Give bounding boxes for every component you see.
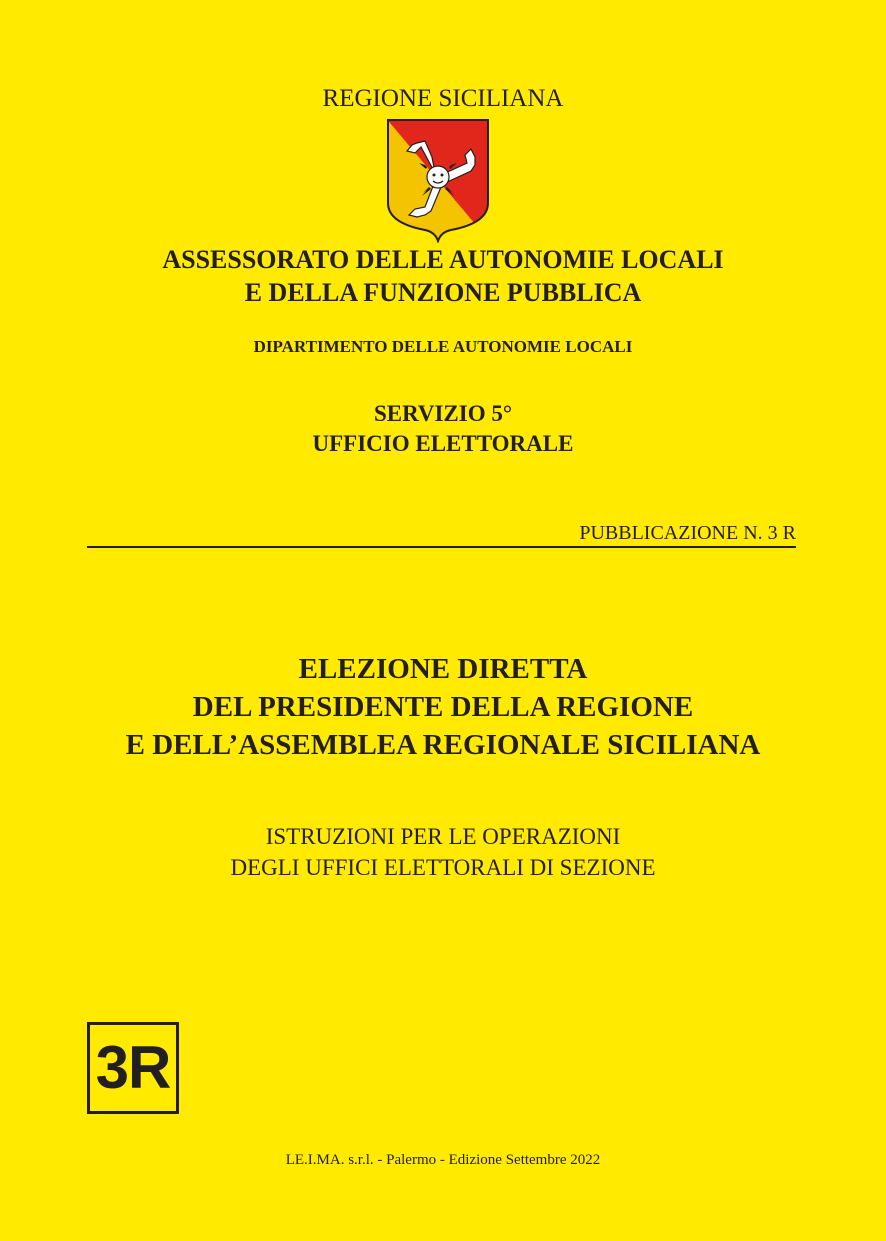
publication-number: PUBBLICAZIONE N. 3 R bbox=[579, 522, 796, 544]
title-line-2: DEL PRESIDENTE DELLA REGIONE bbox=[192, 691, 694, 723]
service-heading bbox=[0, 399, 886, 459]
publication-code-badge: 3R bbox=[87, 1022, 179, 1114]
publisher-footer: LE.I.MA. s.r.l. - Palermo - Edizione Settembre 2022 bbox=[285, 1152, 601, 1168]
title-line-1: ELEZIONE DIRETTA bbox=[298, 653, 588, 685]
service-line-1: SERVIZIO 5° bbox=[373, 401, 513, 426]
subtitle-line-2: DEGLI UFFICI ELETTORALI DI SEZIONE bbox=[230, 855, 656, 880]
service-line-2: UFFICIO ELETTORALE bbox=[312, 431, 574, 456]
department-name: DIPARTIMENTO DELLE AUTONOMIE LOCALI bbox=[253, 337, 633, 356]
document-title bbox=[0, 650, 886, 764]
subtitle-line-1: ISTRUZIONI PER LE OPERAZIONI bbox=[265, 824, 621, 849]
assessorato-heading bbox=[0, 243, 886, 309]
trinacria-coat-of-arms-icon bbox=[385, 117, 491, 243]
title-line-3: E DELL’ASSEMBLEA REGIONALE SICILIANA bbox=[125, 729, 761, 761]
region-name: REGIONE SICILIANA bbox=[322, 85, 564, 112]
document-subtitle bbox=[0, 821, 886, 883]
assessorato-line-1: ASSESSORATO DELLE AUTONOMIE LOCALI bbox=[162, 245, 724, 274]
header-divider bbox=[87, 546, 796, 548]
assessorato-line-2: E DELLA FUNZIONE PUBBLICA bbox=[244, 278, 642, 307]
